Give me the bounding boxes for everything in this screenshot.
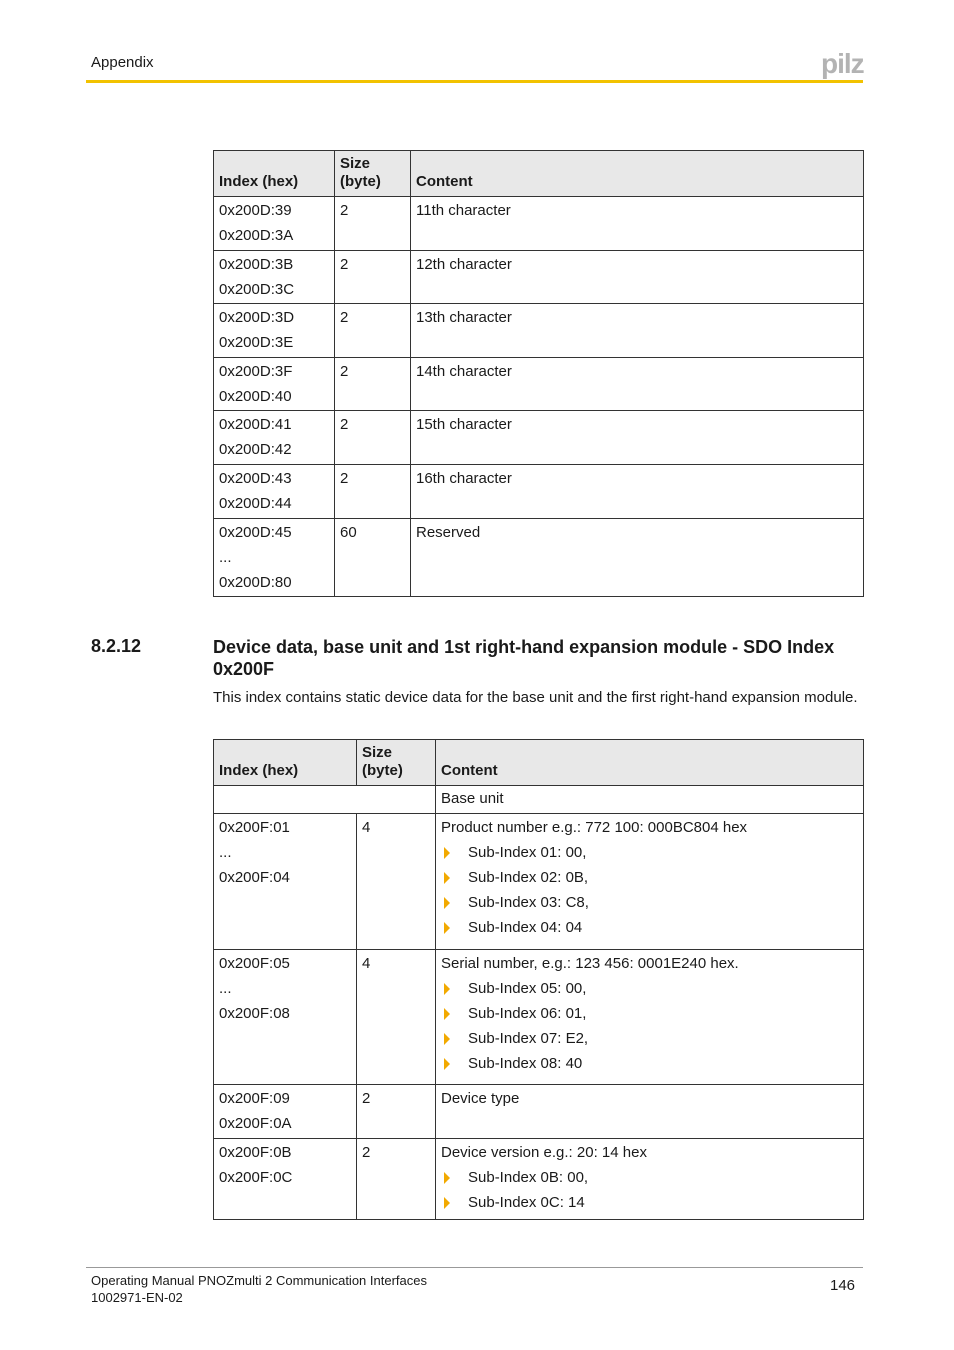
size-cell <box>357 1085 436 1139</box>
bullet-arrow-icon <box>444 922 450 934</box>
bullet-text: Sub-Index 03: C8, <box>468 894 589 911</box>
content-value: Product number e.g.: 772 100: 000BC804 hex <box>441 819 748 836</box>
table-row <box>214 411 864 465</box>
bullet-text: Sub-Index 06: 01, <box>468 1005 587 1022</box>
bullet-item <box>441 865 858 890</box>
size-value: 2 <box>340 309 349 326</box>
index-value: 0x200D:3B <box>219 256 294 273</box>
size-cell <box>335 519 411 597</box>
index-cell <box>214 197 335 251</box>
content-cell <box>436 1085 864 1139</box>
index-value: 0x200D:41 <box>219 416 292 433</box>
index-value: 0x200D:45 <box>219 524 292 541</box>
content-value: Device type <box>441 1090 520 1107</box>
size-cell <box>357 1139 436 1220</box>
index-cell <box>214 251 335 304</box>
column-header-index: Index (hex) <box>214 151 335 197</box>
content-cell <box>411 358 864 411</box>
index-table-200f <box>213 739 864 1220</box>
size-cell <box>335 358 411 411</box>
table-row <box>214 251 864 304</box>
bullet-arrow-icon <box>444 1033 450 1045</box>
bullet-item <box>441 976 858 1001</box>
index-cell <box>214 358 335 411</box>
column-header-content: Content <box>436 740 864 786</box>
index-value: 0x200F:05 <box>219 955 290 972</box>
size-cell <box>335 197 411 251</box>
size-cell <box>357 814 436 950</box>
content-cell <box>411 304 864 358</box>
index-value: 0x200F:0C <box>219 1169 293 1186</box>
size-value: 4 <box>362 955 371 972</box>
section-intro: This index contains static device data for the base unit and the first right-hand expansion module. <box>213 689 858 706</box>
bullet-arrow-icon <box>444 1172 450 1184</box>
index-value: 0x200D:3D <box>219 309 295 326</box>
index-value: 0x200D:3F <box>219 363 293 380</box>
bullet-item <box>441 1026 858 1051</box>
bullet-text: Sub-Index 07: E2, <box>468 1030 589 1047</box>
size-value: 2 <box>340 202 349 219</box>
table-row <box>214 519 864 597</box>
content-cell <box>411 465 864 519</box>
table-row <box>214 1139 864 1220</box>
bullet-text: Sub-Index 01: 00, <box>468 844 587 861</box>
bullet-item <box>441 915 858 940</box>
section-title: Device data, base unit and 1st right-hand expansion module - SDO Index 0x200F <box>213 637 835 679</box>
content-value: 15th character <box>416 416 512 433</box>
column-header-size: Size (byte) <box>335 151 411 197</box>
table-row <box>214 814 864 950</box>
bullet-item <box>441 1165 858 1190</box>
column-header-content: Content <box>411 151 864 197</box>
index-cell <box>214 950 357 1085</box>
bullet-arrow-icon <box>444 872 450 884</box>
content-value: 14th character <box>416 363 512 380</box>
size-cell <box>335 304 411 358</box>
index-value: 0x200D:40 <box>219 388 292 405</box>
content-value: 13th character <box>416 309 512 326</box>
index-cell <box>214 814 357 950</box>
content-value: Serial number, e.g.: 123 456: 0001E240 hex. <box>441 955 739 972</box>
index-cell <box>214 1085 357 1139</box>
table-row <box>214 1085 864 1139</box>
index-value: 0x200D:42 <box>219 441 292 458</box>
group-row <box>214 786 864 814</box>
index-value: 0x200D:3E <box>219 334 294 351</box>
bullet-item <box>441 840 858 865</box>
column-header-index: Index (hex) <box>214 740 357 786</box>
index-value: 0x200F:09 <box>219 1090 290 1107</box>
bullet-text: Sub-Index 04: 04 <box>468 919 583 936</box>
size-value: 2 <box>340 416 349 433</box>
bullet-arrow-icon <box>444 1008 450 1020</box>
size-value: 2 <box>340 256 349 273</box>
size-cell <box>357 950 436 1085</box>
index-value: ... <box>219 980 232 997</box>
bullet-arrow-icon <box>444 1197 450 1209</box>
size-cell <box>335 411 411 465</box>
index-value: 0x200D:3A <box>219 227 294 244</box>
bullet-text: Sub-Index 05: 00, <box>468 980 587 997</box>
index-value: 0x200D:80 <box>219 574 292 591</box>
bullet-item <box>441 890 858 915</box>
index-value: ... <box>219 844 232 861</box>
content-value: 11th character <box>416 202 511 219</box>
content-value: Device version e.g.: 20: 14 hex <box>441 1144 647 1161</box>
content-cell <box>436 1139 864 1220</box>
bullet-text: Sub-Index 0B: 00, <box>468 1169 589 1186</box>
bullet-text: Sub-Index 02: 0B, <box>468 869 589 886</box>
index-value: 0x200F:0B <box>219 1144 292 1161</box>
content-cell <box>411 519 864 597</box>
table-row <box>214 197 864 251</box>
bullet-arrow-icon <box>444 983 450 995</box>
bullet-text: Sub-Index 0C: 14 <box>468 1194 585 1211</box>
header-rule <box>86 80 863 83</box>
bullet-item <box>441 1001 858 1026</box>
table-row <box>214 465 864 519</box>
footer-rule <box>86 1267 863 1268</box>
content-cell <box>411 197 864 251</box>
index-cell <box>214 304 335 358</box>
index-value: 0x200D:43 <box>219 470 292 487</box>
index-cell <box>214 519 335 597</box>
column-header-size: Size (byte) <box>357 740 436 786</box>
index-value: 0x200F:01 <box>219 819 290 836</box>
size-value: 2 <box>340 363 349 380</box>
size-cell <box>335 465 411 519</box>
size-value: 2 <box>340 470 349 487</box>
index-value: ... <box>219 549 232 566</box>
bullet-text: Sub-Index 08: 40 <box>468 1055 583 1072</box>
footer-manual-title: Operating Manual PNOZmulti 2 Communication Interfaces <box>91 1273 427 1288</box>
size-value: 60 <box>340 524 357 541</box>
header-section-label: Appendix <box>91 54 154 71</box>
index-cell <box>214 411 335 465</box>
index-value: 0x200F:04 <box>219 869 290 886</box>
bullet-arrow-icon <box>444 1058 450 1070</box>
size-cell <box>335 251 411 304</box>
page-number: 146 <box>830 1277 856 1294</box>
bullet-item <box>441 1190 858 1215</box>
bullet-arrow-icon <box>444 847 450 859</box>
content-value: Reserved <box>416 524 481 541</box>
content-cell <box>436 950 864 1085</box>
index-value: 0x200F:0A <box>219 1115 292 1132</box>
pilz-logo: pilz <box>821 48 864 79</box>
content-cell <box>411 251 864 304</box>
table-row <box>214 950 864 1085</box>
index-cell <box>214 1139 357 1220</box>
table-row <box>214 358 864 411</box>
index-value: 0x200D:39 <box>219 202 292 219</box>
content-value: 16th character <box>416 470 512 487</box>
table-row <box>214 304 864 358</box>
index-table-200d <box>213 150 864 597</box>
bullet-arrow-icon <box>444 897 450 909</box>
index-value: 0x200D:44 <box>219 495 292 512</box>
group-label-cell: Base unit <box>436 786 864 814</box>
section-number: 8.2.12 <box>91 636 142 656</box>
index-cell <box>214 465 335 519</box>
content-cell <box>411 411 864 465</box>
footer-doc-number: 1002971-EN-02 <box>91 1290 183 1305</box>
size-value: 2 <box>362 1090 371 1107</box>
group-spacer-cell <box>214 786 436 814</box>
index-value: 0x200F:08 <box>219 1005 290 1022</box>
content-cell <box>436 814 864 950</box>
size-value: 2 <box>362 1144 371 1161</box>
content-value: 12th character <box>416 256 512 273</box>
index-value: 0x200D:3C <box>219 281 295 298</box>
size-value: 4 <box>362 819 371 836</box>
bullet-item <box>441 1051 858 1076</box>
